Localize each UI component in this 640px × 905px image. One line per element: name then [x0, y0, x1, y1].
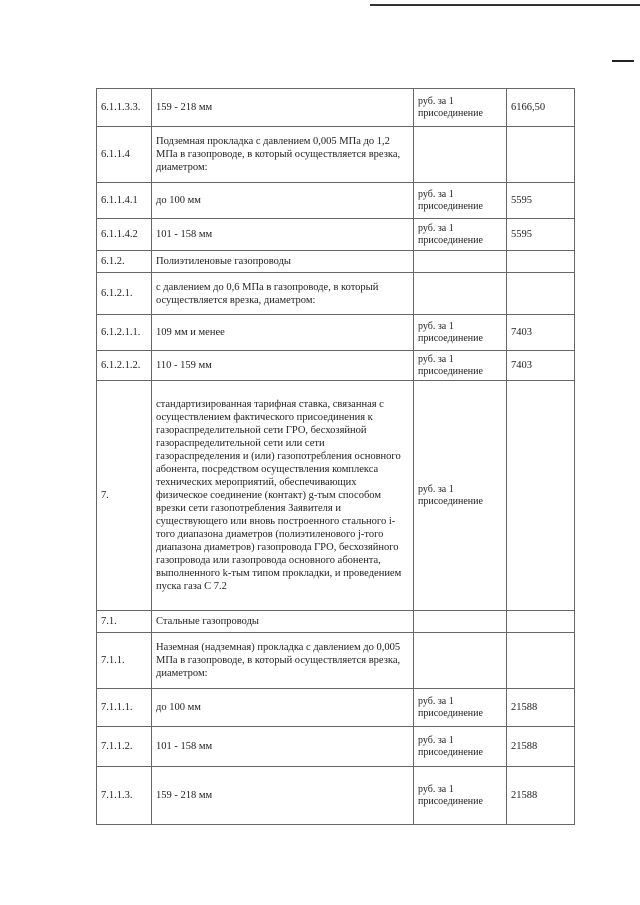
row-value: [507, 381, 575, 611]
row-unit: руб. за 1 присоединение: [414, 381, 507, 611]
row-unit: [414, 127, 507, 183]
row-number: 7.1.1.: [97, 633, 152, 689]
row-description: с давлением до 0,6 МПа в газопроводе, в который осуществляется врезка, диаметром:: [152, 273, 414, 315]
row-description: 101 - 158 мм: [152, 219, 414, 251]
table-row: [97, 219, 575, 251]
table-row: [97, 315, 575, 351]
row-number: 7.1.1.3.: [97, 767, 152, 825]
row-number: 6.1.2.1.2.: [97, 351, 152, 381]
row-value: [507, 273, 575, 315]
margin-dash: [612, 60, 634, 62]
row-unit: руб. за 1 присоединение: [414, 767, 507, 825]
row-unit: руб. за 1 присоединение: [414, 89, 507, 127]
row-value: 21588: [507, 727, 575, 767]
table-row: [97, 633, 575, 689]
row-description: до 100 мм: [152, 183, 414, 219]
row-number: 7.: [97, 381, 152, 611]
row-number: 7.1.1.1.: [97, 689, 152, 727]
row-description: Подземная прокладка с давлением 0,005 МПа до 1,2 МПа в газопроводе, в который осуществляется врезка, диаметром:: [152, 127, 414, 183]
row-value: [507, 251, 575, 273]
table-row: [97, 273, 575, 315]
row-unit: [414, 633, 507, 689]
row-unit: [414, 251, 507, 273]
row-unit: [414, 273, 507, 315]
row-value: 21588: [507, 689, 575, 727]
table-row: [97, 351, 575, 381]
row-value: 7403: [507, 351, 575, 381]
row-unit: руб. за 1 присоединение: [414, 351, 507, 381]
row-value: 21588: [507, 767, 575, 825]
row-number: 6.1.1.3.3.: [97, 89, 152, 127]
row-description: 109 мм и менее: [152, 315, 414, 351]
table-row: [97, 727, 575, 767]
row-number: 6.1.2.: [97, 251, 152, 273]
row-number: 7.1.: [97, 611, 152, 633]
row-value: [507, 611, 575, 633]
row-description: до 100 мм: [152, 689, 414, 727]
row-value: 7403: [507, 315, 575, 351]
row-value: 5595: [507, 183, 575, 219]
row-number: 6.1.1.4.1: [97, 183, 152, 219]
row-value: 6166,50: [507, 89, 575, 127]
row-description: 159 - 218 мм: [152, 89, 414, 127]
row-unit: руб. за 1 присоединение: [414, 219, 507, 251]
row-description: Наземная (надземная) прокладка с давлением до 0,005 МПа в газопроводе, в который осуществляется врезка, диаметром:: [152, 633, 414, 689]
row-number: 6.1.2.1.1.: [97, 315, 152, 351]
row-unit: руб. за 1 присоединение: [414, 183, 507, 219]
table-row: [97, 381, 575, 611]
top-rule: [370, 4, 640, 6]
row-number: 6.1.2.1.: [97, 273, 152, 315]
row-description: Полиэтиленовые газопроводы: [152, 251, 414, 273]
tariff-table: [96, 88, 575, 825]
row-description: 101 - 158 мм: [152, 727, 414, 767]
row-description: 159 - 218 мм: [152, 767, 414, 825]
row-number: 6.1.1.4.2: [97, 219, 152, 251]
table-row: [97, 127, 575, 183]
row-value: 5595: [507, 219, 575, 251]
table-row: [97, 89, 575, 127]
row-unit: руб. за 1 присоединение: [414, 727, 507, 767]
row-number: 7.1.1.2.: [97, 727, 152, 767]
table-row: [97, 611, 575, 633]
row-value: [507, 633, 575, 689]
table-row: [97, 183, 575, 219]
table-row: [97, 251, 575, 273]
table-row: [97, 689, 575, 727]
row-description: Стальные газопроводы: [152, 611, 414, 633]
row-unit: руб. за 1 присоединение: [414, 689, 507, 727]
row-description: стандартизированная тарифная ставка, связанная с осуществлением фактического присоединения к газораспределительной сети ГРО, бесхозяйной газораспределительной сети или сети газораспределения и (или) газопотребления основного абонента, посредством осуществления комплекса технических мероприятий, обеспечивающих физическое соединение (контакт) g-тым способом врезки сети газопотребления Заявителя и существующего или вновь построенного стального i-того диапазона диаметров (полиэтиленового j-того диапазона диаметров) газопровода ГРО, бесхозяйного газопровода или газопровода основного абонента, выполненного k-тым типом прокладки, и проведением пуска газа С 7.2: [152, 381, 414, 611]
table-row: [97, 767, 575, 825]
row-unit: руб. за 1 присоединение: [414, 315, 507, 351]
row-number: 6.1.1.4: [97, 127, 152, 183]
row-value: [507, 127, 575, 183]
row-unit: [414, 611, 507, 633]
row-description: 110 - 159 мм: [152, 351, 414, 381]
